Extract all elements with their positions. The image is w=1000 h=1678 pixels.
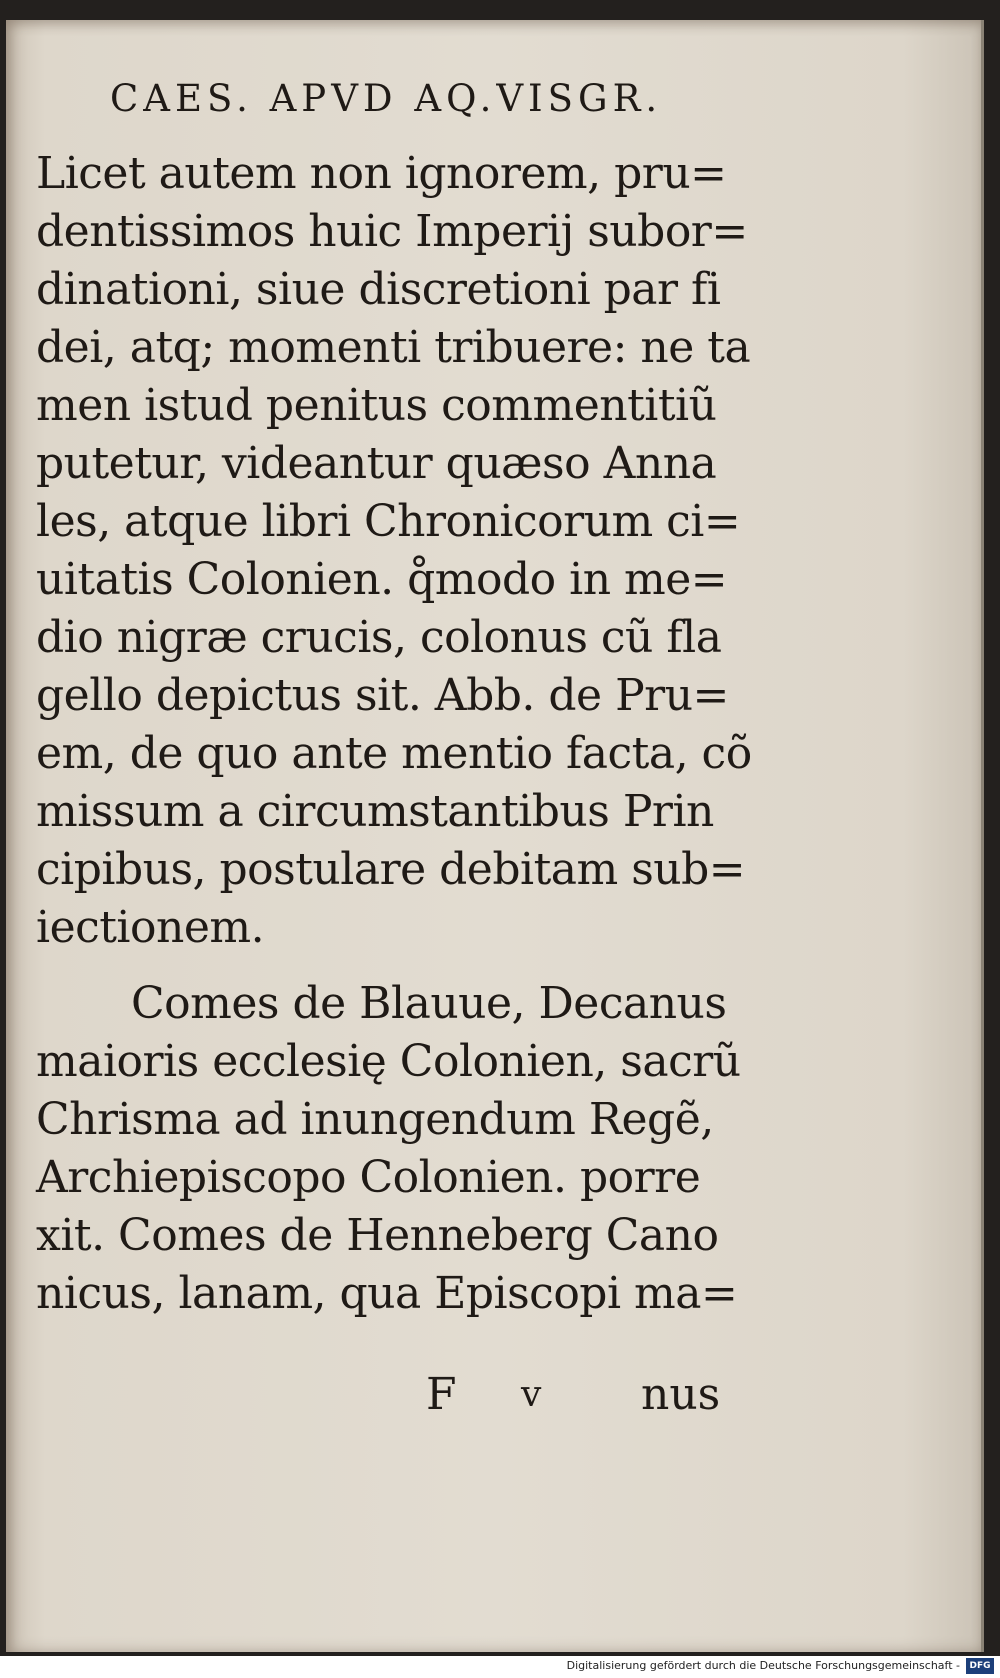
text-line: Chrisma ad inungendum Regẽ,	[36, 1094, 714, 1145]
text-line: em, de quo ante mentio facta, cõ	[36, 728, 752, 779]
text-line: Archiepiscopo Colonien. porre	[36, 1152, 701, 1203]
text-line: gello depictus sit. Abb. de Pru=	[36, 670, 729, 721]
running-head: CAES. APVD AQ.VISGR.	[110, 77, 663, 120]
book-page	[6, 20, 984, 1652]
text-line: dinationi, siue discretioni par fi	[36, 264, 721, 315]
text-line: dio nigræ crucis, colonus cũ fla	[36, 612, 722, 663]
text-line: nicus, lanam, qua Episcopi ma=	[36, 1268, 738, 1319]
text-line: les, atque libri Chronicorum ci=	[36, 496, 741, 547]
text-line: dentissimos huic Imperij subor=	[36, 206, 748, 257]
page-text-block	[6, 20, 981, 1652]
page-footer-row	[6, 1365, 981, 1425]
text-line: putetur, videantur quæso Anna	[36, 438, 717, 489]
body-text	[36, 145, 752, 1323]
text-line: uitatis Colonien. q̊modo in me=	[36, 554, 728, 605]
credit-bar	[0, 1656, 1000, 1678]
signature-mark: F	[426, 1369, 457, 1420]
text-line: men istud penitus commentitiũ	[36, 380, 717, 431]
text-line: maioris ecclesię Colonien, sacrũ	[36, 1036, 741, 1087]
text-line: Comes de Blauue, Decanus	[131, 978, 727, 1029]
text-line: dei, atq; momenti tribuere: ne ta	[36, 322, 751, 373]
credit-text: Digitalisierung gefördert durch die Deutsche Forschungsgemeinschaft -	[566, 1659, 960, 1672]
text-line: cipibus, postulare debitam sub=	[36, 844, 746, 895]
dfg-logo-icon: DFG	[966, 1658, 994, 1674]
catchword: nus	[641, 1369, 721, 1420]
text-line: xit. Comes de Henneberg Cano	[36, 1210, 719, 1261]
text-line: missum a circumstantibus Prin	[36, 786, 714, 837]
text-line: iectionem.	[36, 902, 265, 953]
signature-number: v	[521, 1374, 542, 1415]
text-line: Licet autem non ignorem, pru=	[36, 148, 727, 199]
